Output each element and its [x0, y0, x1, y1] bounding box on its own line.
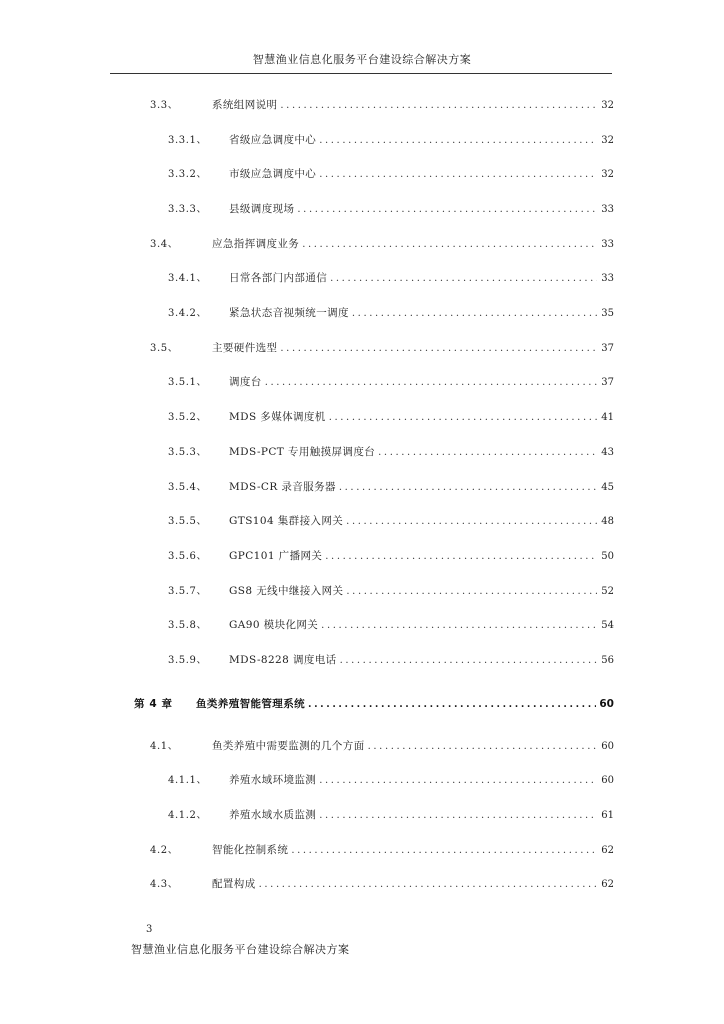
toc-entry-page: 37 [601, 343, 614, 354]
toc-entry-page: 54 [601, 620, 614, 631]
toc-entry-number: 3.4.2、 [168, 308, 208, 319]
toc-entry-title: 系统组网说明 [212, 99, 278, 111]
toc-entry-number: 3.3.2、 [168, 169, 208, 180]
toc-entry[interactable] [150, 236, 614, 252]
toc-dot-leader [352, 306, 597, 321]
toc-entry-page: 50 [601, 551, 614, 562]
toc-entry-page: 43 [601, 447, 614, 458]
toc-entry-number: 3.5.1、 [168, 377, 208, 388]
toc-dot-leader [259, 877, 597, 892]
toc-entry-title: MDS-PCT 专用触摸屏调度台 [229, 446, 376, 458]
toc-entry[interactable] [168, 513, 614, 529]
toc-entry-title: 配置构成 [212, 878, 256, 890]
toc-entry[interactable] [168, 270, 614, 286]
toc-dot-leader [308, 697, 596, 712]
toc-dot-leader [319, 167, 597, 182]
footer-title: 智慧渔业信息化服务平台建设综合解决方案 [131, 943, 350, 956]
toc-dot-leader [339, 480, 597, 495]
toc-entry-number: 3.5.3、 [168, 447, 208, 458]
toc-dot-leader [346, 514, 597, 529]
toc-entry-title: MDS 多媒体调度机 [229, 411, 326, 423]
toc-entry-page: 60 [601, 741, 614, 752]
toc-entry-title: 鱼类养殖智能管理系统 [196, 698, 305, 710]
toc-entry-number: 3.3、 [150, 100, 179, 111]
toc-dot-leader [297, 202, 597, 217]
toc-entry-title: GS8 无线中继接入网关 [229, 585, 344, 597]
toc-entry-page: 32 [601, 135, 614, 146]
toc-entry[interactable] [150, 738, 614, 754]
toc-entry-number: 3.5.2、 [168, 412, 208, 423]
toc-entry[interactable] [168, 444, 614, 460]
toc-entry-number: 4.1.1、 [168, 775, 208, 786]
toc-entry-page: 35 [601, 308, 614, 319]
toc-entry-page: 33 [601, 273, 614, 284]
toc-entry[interactable] [168, 617, 614, 633]
toc-entry[interactable] [168, 583, 614, 599]
toc-entry[interactable] [150, 340, 614, 356]
toc-dot-leader [302, 237, 597, 252]
toc-entry-number: 4.2、 [150, 845, 179, 856]
toc-entry-page: 56 [601, 655, 614, 666]
toc-entry-number: 3.5.4、 [168, 482, 208, 493]
toc-dot-leader [340, 653, 597, 668]
toc-entry-title: GTS104 集群接入网关 [229, 515, 344, 527]
toc-entry-number: 3.5.7、 [168, 586, 208, 597]
toc-entry-page: 62 [601, 845, 614, 856]
toc-entry-page: 62 [601, 879, 614, 890]
toc-entry-title: 日常各部门内部通信 [229, 272, 328, 284]
toc-entry-number: 4.3、 [150, 879, 179, 890]
footer-page-number: 3 [146, 924, 153, 935]
toc-entry[interactable] [168, 548, 614, 564]
toc-entry-title: 智能化控制系统 [212, 844, 289, 856]
toc-entry-title: 紧急状态音视频统一调度 [229, 307, 349, 319]
toc-dot-leader [325, 549, 597, 564]
toc-entry-title: MDS-8228 调度电话 [229, 654, 337, 666]
toc-dot-leader [329, 410, 597, 425]
toc-entry-number: 3.3.3、 [168, 204, 208, 215]
toc-entry-page: 45 [601, 482, 614, 493]
toc-dot-leader [378, 445, 597, 460]
toc-dot-leader [280, 341, 597, 356]
toc-entry[interactable] [168, 772, 614, 788]
toc-entry[interactable] [150, 97, 614, 113]
toc-dot-leader [319, 808, 597, 823]
toc-entry-number: 4.1.2、 [168, 810, 208, 821]
toc-entry-title: 县级调度现场 [229, 203, 295, 215]
toc-entry-page: 61 [601, 810, 614, 821]
toc-entry-number: 3.5.8、 [168, 620, 208, 631]
toc-entry-title: 调度台 [229, 376, 262, 388]
toc-entry-page: 32 [601, 100, 614, 111]
toc-entry-number: 3.3.1、 [168, 135, 208, 146]
toc-dot-leader [330, 271, 597, 286]
toc-entry[interactable] [168, 652, 614, 668]
toc-entry[interactable] [168, 305, 614, 321]
toc-chapter-entry[interactable] [134, 696, 614, 712]
toc-entry-title: MDS-CR 录音服务器 [229, 481, 336, 493]
toc-entry[interactable] [168, 807, 614, 823]
toc-entry-number: 3.5.5、 [168, 516, 208, 527]
toc-entry-title: 养殖水域环境监测 [229, 774, 317, 786]
toc-entry[interactable] [168, 374, 614, 390]
toc-entry[interactable] [150, 876, 614, 892]
toc-entry-page: 37 [601, 377, 614, 388]
toc-entry-title: 主要硬件选型 [212, 342, 278, 354]
toc-entry-title: GA90 模块化网关 [229, 619, 319, 631]
toc-entry-page: 41 [601, 412, 614, 423]
toc-entry[interactable] [150, 842, 614, 858]
toc-dot-leader [280, 98, 597, 113]
toc-entry-page: 60 [601, 775, 614, 786]
toc-entry-title: 养殖水域水质监测 [229, 809, 317, 821]
toc-entry-number: 3.4.1、 [168, 273, 208, 284]
toc-dot-leader [291, 843, 597, 858]
toc-entry-page: 33 [601, 239, 614, 250]
toc-dot-leader [265, 375, 597, 390]
toc-entry-title: 应急指挥调度业务 [212, 238, 300, 250]
toc-entry-page: 32 [601, 169, 614, 180]
toc-entry-title: 鱼类养殖中需要监测的几个方面 [212, 740, 365, 752]
toc-entry-number: 第 4 章 [134, 698, 173, 710]
toc-entry-page: 48 [601, 516, 614, 527]
toc-entry-title: GPC101 广播网关 [229, 550, 323, 562]
toc-entry[interactable] [168, 479, 614, 495]
toc-dot-leader [346, 584, 597, 599]
toc-entry-number: 3.5.9、 [168, 655, 208, 666]
toc-entry-number: 3.4、 [150, 239, 179, 250]
toc-entry-title: 省级应急调度中心 [229, 134, 317, 146]
toc-dot-leader [368, 739, 597, 754]
toc-entry-number: 3.5、 [150, 343, 179, 354]
toc-entry-number: 3.5.6、 [168, 551, 208, 562]
page-header-title: 智慧渔业信息化服务平台建设综合解决方案 [252, 53, 472, 66]
toc-dot-leader [321, 618, 597, 633]
toc-entry[interactable] [168, 409, 614, 425]
toc-dot-leader [319, 773, 597, 788]
toc-entry-page: 60 [599, 698, 614, 710]
toc-entry-title: 市级应急调度中心 [229, 168, 317, 180]
toc-entry[interactable] [168, 201, 614, 217]
toc-dot-leader [319, 133, 597, 148]
toc-entry-page: 33 [601, 204, 614, 215]
toc-entry-page: 52 [601, 586, 614, 597]
toc-entry-number: 4.1、 [150, 741, 179, 752]
toc-entry[interactable] [168, 166, 614, 182]
toc-entry[interactable] [168, 132, 614, 148]
